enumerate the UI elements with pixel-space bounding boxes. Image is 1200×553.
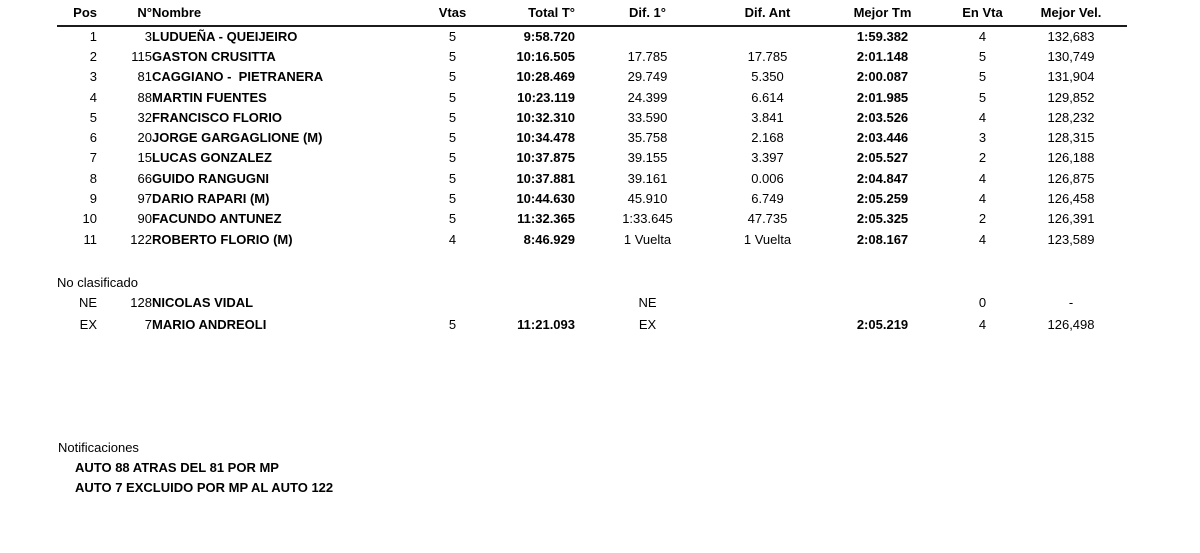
table-row bbox=[57, 188, 1127, 208]
cell-difant: 6.749 bbox=[751, 191, 784, 207]
table-row bbox=[57, 314, 1127, 335]
cell-total: 10:44.630 bbox=[516, 191, 575, 207]
cell-mejortm: 2:00.087 bbox=[856, 69, 909, 85]
cell-mejortm: 2:01.148 bbox=[856, 48, 909, 64]
cell-dif1: NE bbox=[638, 295, 657, 311]
cell-total: 10:16.505 bbox=[516, 48, 575, 64]
cell-dif1: 29.749 bbox=[627, 69, 668, 85]
cell-mejorvel: 128,315 bbox=[1047, 130, 1095, 146]
cell-mejorvel: 131,904 bbox=[1047, 69, 1095, 85]
cell-dif1: 39.161 bbox=[627, 170, 668, 186]
table-row bbox=[57, 107, 1127, 127]
column-header-dif1: Dif. 1° bbox=[629, 5, 666, 20]
cell-vtas: 5 bbox=[448, 316, 457, 332]
cell-num: 32 bbox=[137, 109, 152, 125]
table-header bbox=[57, 0, 1127, 26]
cell-mejorvel: 126,875 bbox=[1047, 170, 1095, 186]
cell-mejorvel: 126,391 bbox=[1047, 211, 1095, 227]
cell-vtas: 5 bbox=[448, 211, 457, 227]
cell-envta: 0 bbox=[978, 295, 987, 311]
table-row bbox=[57, 67, 1127, 87]
spacer-row bbox=[57, 249, 1127, 272]
no-clasificado-label: No clasificado bbox=[57, 274, 138, 290]
cell-total bbox=[495, 292, 575, 313]
cell-mejorvel: 130,749 bbox=[1047, 48, 1095, 64]
table-row bbox=[57, 209, 1127, 229]
cell-envta: 5 bbox=[978, 48, 987, 64]
cell-difant bbox=[720, 292, 815, 313]
cell-dif1 bbox=[575, 26, 720, 46]
cell-vtas: 5 bbox=[448, 89, 457, 105]
cell-num: 122 bbox=[130, 231, 152, 247]
cell-pos: 10 bbox=[82, 211, 97, 227]
cell-total: 11:32.365 bbox=[517, 211, 575, 227]
cell-difant: 6.614 bbox=[751, 89, 784, 105]
cell-nombre: GASTON CRUSITTA bbox=[152, 48, 276, 64]
column-header-vtas: Vtas bbox=[438, 5, 467, 20]
cell-nombre: MARTIN FUENTES bbox=[152, 89, 267, 105]
cell-vtas: 5 bbox=[448, 170, 457, 186]
cell-dif1: 35.758 bbox=[627, 130, 668, 146]
notifications-title: Notificaciones bbox=[58, 440, 139, 455]
cell-envta: 4 bbox=[978, 109, 987, 125]
cell-pos: 7 bbox=[89, 150, 97, 166]
cell-mejortm: 2:08.167 bbox=[856, 231, 909, 247]
cell-envta: 4 bbox=[978, 170, 987, 186]
notification-item: AUTO 7 EXCLUIDO POR MP AL AUTO 122 bbox=[75, 480, 334, 495]
cell-pos: 4 bbox=[89, 89, 97, 105]
cell-num: 7 bbox=[144, 316, 152, 332]
cell-envta: 4 bbox=[978, 231, 987, 247]
cell-total: 11:21.093 bbox=[517, 316, 575, 332]
header-row bbox=[57, 0, 1127, 26]
column-header-total: Total T° bbox=[528, 5, 575, 20]
column-header-difant: Dif. Ant bbox=[744, 5, 791, 20]
cell-num: 88 bbox=[137, 89, 152, 105]
cell-total: 10:37.875 bbox=[516, 150, 575, 166]
cell-dif1: 17.785 bbox=[627, 48, 668, 64]
cell-mejorvel: 126,188 bbox=[1047, 150, 1095, 166]
cell-num: 15 bbox=[137, 150, 152, 166]
cell-total: 10:23.119 bbox=[517, 89, 575, 105]
results-table bbox=[57, 0, 1127, 335]
classified-rows bbox=[57, 26, 1127, 249]
cell-mejortm: 2:04.847 bbox=[856, 170, 909, 186]
cell-mejorvel: 132,683 bbox=[1047, 29, 1095, 45]
cell-mejorvel: - bbox=[1068, 295, 1074, 311]
cell-nombre: LUDUEÑA - QUEIJEIRO bbox=[152, 29, 298, 45]
cell-mejortm: 2:05.219 bbox=[856, 316, 909, 332]
cell-nombre: FACUNDO ANTUNEZ bbox=[152, 211, 282, 227]
cell-mejortm: 2:03.526 bbox=[856, 109, 909, 125]
column-header-num: N° bbox=[137, 5, 152, 20]
cell-total: 10:34.478 bbox=[516, 130, 575, 146]
cell-pos: 8 bbox=[89, 170, 97, 186]
cell-vtas: 5 bbox=[448, 130, 457, 146]
cell-num: 128 bbox=[130, 295, 152, 311]
cell-total: 8:46.929 bbox=[523, 231, 575, 247]
cell-vtas: 5 bbox=[448, 109, 457, 125]
cell-difant: 3.397 bbox=[751, 150, 784, 166]
unclassified-rows bbox=[57, 292, 1127, 335]
cell-envta: 4 bbox=[978, 191, 987, 207]
cell-vtas: 5 bbox=[448, 150, 457, 166]
cell-vtas: 4 bbox=[448, 231, 457, 247]
cell-nombre: NICOLAS VIDAL bbox=[152, 295, 254, 311]
cell-total: 9:58.720 bbox=[523, 29, 575, 45]
cell-envta: 5 bbox=[978, 69, 987, 85]
cell-pos: 1 bbox=[89, 29, 97, 45]
cell-pos: 2 bbox=[89, 48, 97, 64]
cell-pos: 6 bbox=[89, 130, 97, 146]
cell-dif1: EX bbox=[638, 316, 657, 332]
cell-total: 10:28.469 bbox=[516, 69, 575, 85]
cell-mejorvel: 129,852 bbox=[1047, 89, 1095, 105]
cell-mejorvel: 126,498 bbox=[1047, 316, 1095, 332]
cell-total: 10:37.881 bbox=[516, 170, 575, 186]
cell-nombre: GUIDO RANGUGNI bbox=[152, 170, 269, 186]
cell-num: 3 bbox=[144, 29, 152, 45]
cell-difant: 1 Vuelta bbox=[743, 231, 792, 247]
column-header-pos: Pos bbox=[73, 5, 97, 20]
cell-num: 115 bbox=[131, 48, 152, 64]
column-header-mejorvel: Mejor Vel. bbox=[1040, 5, 1102, 20]
cell-nombre: LUCAS GONZALEZ bbox=[152, 150, 272, 166]
cell-dif1: 24.399 bbox=[627, 89, 668, 105]
table-row bbox=[57, 168, 1127, 188]
cell-difant: 2.168 bbox=[751, 130, 784, 146]
cell-nombre: MARIO ANDREOLI bbox=[152, 316, 267, 332]
cell-dif1: 1:33.645 bbox=[622, 211, 673, 227]
cell-vtas: 5 bbox=[448, 191, 457, 207]
notifications-list bbox=[58, 458, 333, 498]
cell-mejortm: 2:05.527 bbox=[856, 150, 909, 166]
cell-pos: NE bbox=[78, 295, 97, 311]
cell-vtas: 5 bbox=[448, 48, 457, 64]
cell-envta: 4 bbox=[978, 316, 987, 332]
table-row bbox=[57, 148, 1127, 168]
cell-envta: 2 bbox=[978, 211, 987, 227]
cell-num: 90 bbox=[137, 211, 152, 227]
cell-mejortm: 1:59.382 bbox=[856, 29, 909, 45]
cell-nombre: JORGE GARGAGLIONE (M) bbox=[152, 130, 323, 146]
cell-mejortm: 2:01.985 bbox=[856, 89, 909, 105]
table-row bbox=[57, 229, 1127, 249]
cell-mejortm: 2:03.446 bbox=[856, 130, 909, 146]
no-clasificado-label-row bbox=[57, 272, 1127, 292]
cell-difant: 47.735 bbox=[747, 211, 788, 227]
cell-dif1: 1 Vuelta bbox=[623, 231, 672, 247]
column-header-nombre: Nombre bbox=[152, 5, 202, 20]
cell-dif1: 39.155 bbox=[627, 150, 668, 166]
cell-pos: 11 bbox=[83, 231, 97, 247]
cell-envta: 5 bbox=[978, 89, 987, 105]
cell-num: 20 bbox=[137, 130, 152, 146]
column-header-mejortm: Mejor Tm bbox=[853, 5, 912, 20]
cell-dif1: 45.910 bbox=[627, 191, 668, 207]
cell-mejortm: 2:05.259 bbox=[856, 191, 909, 207]
cell-mejortm: 2:05.325 bbox=[856, 211, 909, 227]
cell-nombre: CAGGIANO - PIETRANERA bbox=[152, 69, 324, 85]
cell-envta: 2 bbox=[978, 150, 987, 166]
cell-num: 97 bbox=[137, 191, 152, 207]
cell-difant bbox=[720, 26, 815, 46]
table-row bbox=[57, 26, 1127, 46]
cell-difant: 3.841 bbox=[751, 109, 784, 125]
cell-num: 81 bbox=[137, 69, 152, 85]
cell-pos: 3 bbox=[89, 69, 97, 85]
cell-nombre: DARIO RAPARI (M) bbox=[152, 191, 270, 207]
cell-vtas: 5 bbox=[448, 69, 457, 85]
no-clasificado-section bbox=[57, 249, 1127, 292]
cell-mejortm bbox=[815, 292, 950, 313]
cell-vtas: 5 bbox=[448, 29, 457, 45]
cell-pos: 9 bbox=[89, 191, 97, 207]
cell-envta: 4 bbox=[978, 29, 987, 45]
cell-total: 10:32.310 bbox=[516, 109, 575, 125]
cell-mejorvel: 126,458 bbox=[1047, 191, 1095, 207]
table-row bbox=[57, 87, 1127, 107]
table-row bbox=[57, 46, 1127, 66]
cell-difant bbox=[720, 314, 815, 335]
cell-num: 66 bbox=[137, 170, 152, 186]
column-header-envta: En Vta bbox=[962, 5, 1003, 20]
cell-pos: EX bbox=[79, 316, 97, 332]
cell-pos: 5 bbox=[89, 109, 97, 125]
cell-envta: 3 bbox=[978, 130, 987, 146]
cell-difant: 0.006 bbox=[751, 170, 784, 186]
cell-mejorvel: 128,232 bbox=[1047, 109, 1095, 125]
cell-dif1: 33.590 bbox=[627, 109, 668, 125]
cell-nombre: ROBERTO FLORIO (M) bbox=[152, 231, 293, 247]
cell-difant: 5.350 bbox=[751, 69, 784, 85]
notifications-section bbox=[58, 438, 333, 498]
cell-nombre: FRANCISCO FLORIO bbox=[152, 109, 282, 125]
cell-mejorvel: 123,589 bbox=[1047, 231, 1095, 247]
cell-vtas bbox=[410, 292, 495, 313]
notification-item: AUTO 88 ATRAS DEL 81 POR MP bbox=[75, 460, 279, 475]
table-row bbox=[57, 292, 1127, 313]
table-row bbox=[57, 127, 1127, 147]
cell-difant: 17.785 bbox=[747, 48, 788, 64]
